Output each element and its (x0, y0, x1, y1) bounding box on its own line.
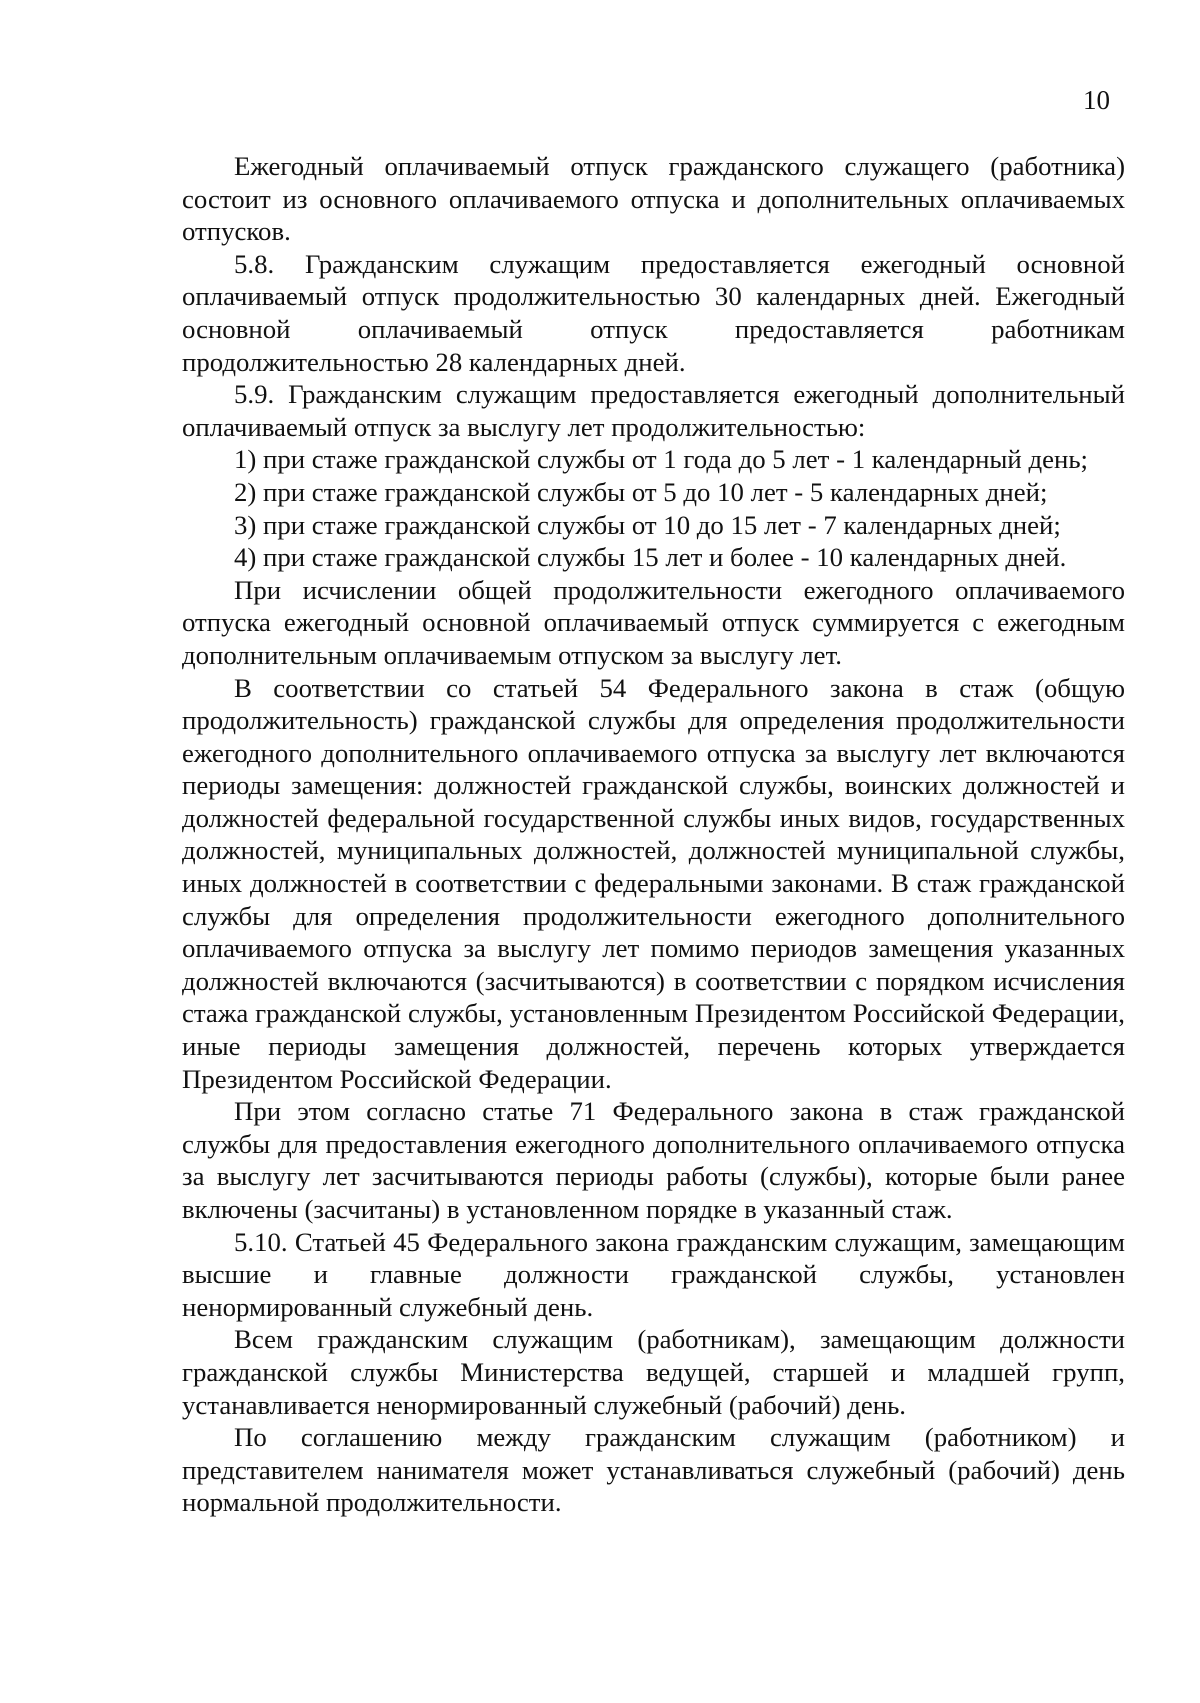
paragraph-leave-summation: При исчислении общей продолжительности ежегодного оплачиваемого отпуска ежегодный основной оплачиваемый отпуск суммируется с ежегодным дополнительным оплачиваемым отпуском за выслугу лет. (182, 574, 1125, 670)
paragraph-normal-duration-agreement: По соглашению между гражданским служащим (работником) и представителем нанимателя может устанавливаться служебный (рабочий) день нормальной продолжительности. (182, 1422, 1125, 1518)
page-number: 10 (1083, 85, 1110, 115)
list-item-4: 4) при стаже гражданской службы 15 лет и более - 10 календарных дней. (234, 542, 1067, 573)
list-item-1: 1) при стаже гражданской службы от 1 года до 5 лет - 1 календарный день; (234, 444, 1088, 475)
paragraph-article-54-seniority: В соответствии со статьей 54 Федерального закона в стаж (общую продолжительность) гражданской службы для определения продолжительности ежегодного дополнительного оплачиваемого отпуска за выслугу лет включаются периоды замещения: должностей гражданской службы, воинских должностей и должностей федеральной государственной службы иных видов, государственных должностей, муниципальных должностей, должностей муниципальной службы, иных должностей в соответствии с федеральными законами. В стаж гражданской службы для определения продолжительности ежегодного дополнительного оплачиваемого отпуска за выслугу лет помимо периодов замещения указанных должностей включаются (засчитываются) в соответствии с порядком исчисления стажа гражданской службы, установленным Президентом Российской Федерации, иные периоды замещения должностей, перечень которых утверждается Президентом Российской Федерации. (182, 672, 1125, 1094)
document-body (182, 150, 1125, 1519)
paragraph-5-10-irregular-day: 5.10. Статьей 45 Федерального закона гражданским служащим, замещающим высшие и главные должности гражданской службы, установлен ненормированный служебный день. (182, 1226, 1125, 1322)
paragraph-article-71-seniority: При этом согласно статье 71 Федерального закона в стаж гражданской службы для предоставления ежегодного дополнительного оплачиваемого отпуска за выслугу лет засчитываются периоды работы (службы), которые были ранее включены (засчитаны) в установленном порядке в указанный стаж. (182, 1096, 1125, 1224)
paragraph-annual-leave-composition: Ежегодный оплачиваемый отпуск гражданского служащего (работника) состоит из основного оплачиваемого отпуска и дополнительных оплачиваемых отпусков. (182, 151, 1125, 247)
list-item-3: 3) при стаже гражданской службы от 10 до 15 лет - 7 календарных дней; (234, 509, 1061, 540)
paragraph-irregular-day-groups: Всем гражданским служащим (работникам), замещающим должности гражданской службы Министерства ведущей, старшей и младшей групп, устанавливается ненормированный служебный (рабочий) день. (182, 1324, 1125, 1420)
list-item-2: 2) при стаже гражданской службы от 5 до 10 лет - 5 календарных дней; (234, 476, 1048, 507)
paragraph-5-8-basic-leave: 5.8. Гражданским служащим предоставляется ежегодный основной оплачиваемый отпуск продолжительностью 30 календарных дней. Ежегодный основной оплачиваемый отпуск предоставляется работникам продолжительностью 28 календарных дней. (182, 248, 1125, 377)
paragraph-5-9-additional-leave: 5.9. Гражданским служащим предоставляется ежегодный дополнительный оплачиваемый отпуск за выслугу лет продолжительностью: (182, 379, 1125, 442)
